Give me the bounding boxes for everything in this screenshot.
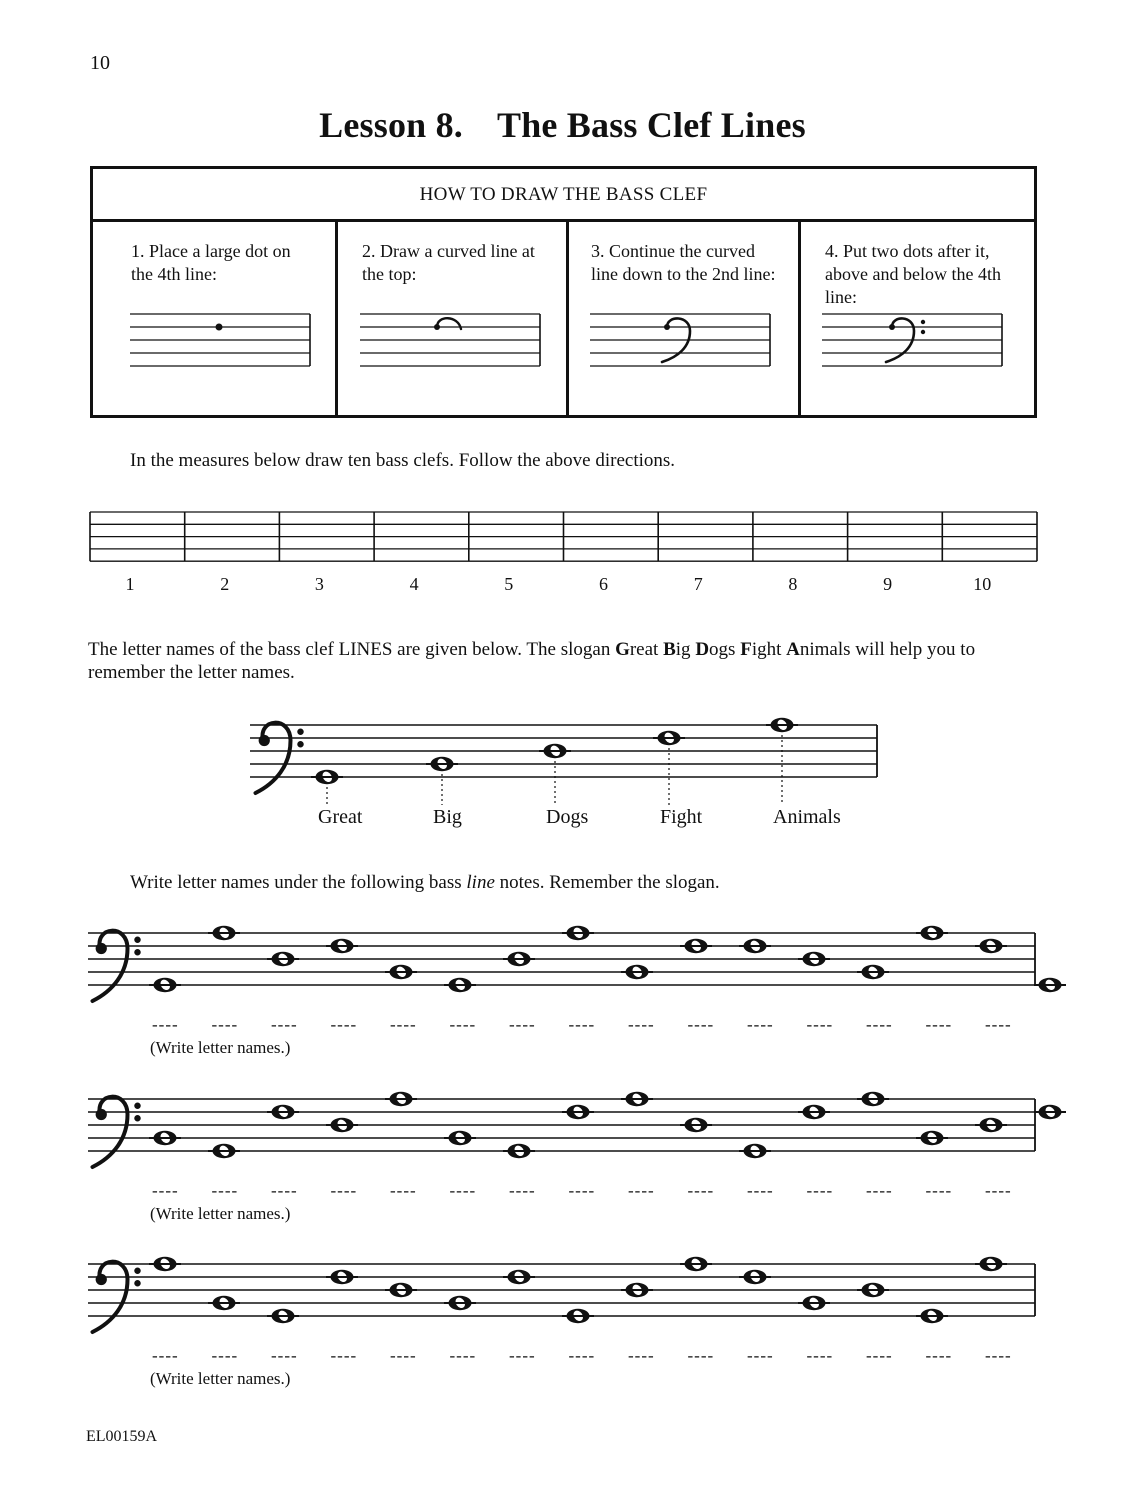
answer-blank[interactable]: ----: [747, 1181, 774, 1200]
answer-blank[interactable]: ----: [628, 1181, 655, 1200]
answer-blank[interactable]: ----: [985, 1181, 1012, 1200]
write-letter-names-note: (Write letter names.): [150, 1369, 291, 1388]
clef-side-dot: [921, 330, 925, 334]
clef-side-dot: [134, 949, 141, 956]
answer-blank[interactable]: ----: [390, 1181, 417, 1200]
write-letter-names-note: (Write letter names.): [150, 1204, 291, 1223]
measure-number: 3: [314, 574, 324, 594]
clef-side-dot: [134, 1115, 141, 1122]
answer-blank[interactable]: ----: [509, 1181, 536, 1200]
answer-blank[interactable]: ----: [152, 1346, 179, 1365]
clef-side-dot: [134, 937, 141, 944]
measure-number: 5: [504, 574, 514, 594]
measure-number: 8: [788, 574, 798, 594]
answer-blank[interactable]: ----: [985, 1015, 1012, 1034]
answer-blank[interactable]: ----: [211, 1015, 239, 1034]
measure-number: 2: [220, 574, 230, 594]
measure-number: 7: [693, 574, 703, 594]
answer-blank[interactable]: ----: [390, 1015, 417, 1034]
bass-clef-icon: [93, 931, 141, 1001]
answer-blank[interactable]: ----: [509, 1015, 536, 1034]
clef-curve: [256, 723, 291, 793]
answer-blank[interactable]: ----: [806, 1015, 834, 1034]
answer-blank[interactable]: ----: [330, 1181, 358, 1200]
write-letter-names-note: (Write letter names.): [150, 1038, 291, 1057]
clef-side-dot: [134, 1280, 141, 1287]
answer-blank[interactable]: ----: [568, 1346, 596, 1365]
answer-blank[interactable]: ----: [866, 1015, 893, 1034]
exercise2-instruction: Write letter names under the following bass line notes. Remember the slogan.: [130, 872, 720, 893]
answer-blank[interactable]: ----: [687, 1181, 715, 1200]
answer-blank[interactable]: ----: [985, 1346, 1012, 1365]
lesson-number: Lesson 8.: [319, 105, 463, 145]
howto-step-text: 1. Place a large dot on the 4th line:: [131, 241, 291, 284]
bass-clef-icon: [93, 1262, 141, 1332]
answer-blank[interactable]: ----: [687, 1346, 715, 1365]
answer-blank[interactable]: ----: [211, 1181, 239, 1200]
howto-step-text: 2. Draw a curved line at the top:: [362, 241, 535, 284]
answer-blank[interactable]: ----: [568, 1015, 596, 1034]
answer-blank[interactable]: ----: [390, 1346, 417, 1365]
clef-side-dot: [297, 741, 304, 748]
howto-heading: HOW TO DRAW THE BASS CLEF: [93, 169, 1034, 222]
answer-blank[interactable]: ----: [449, 1181, 477, 1200]
measure-number: 6: [599, 574, 608, 594]
answer-blank[interactable]: ----: [330, 1015, 358, 1034]
answer-blank[interactable]: ----: [509, 1346, 536, 1365]
clef-side-dot: [921, 320, 925, 324]
answer-blank[interactable]: ----: [271, 1015, 298, 1034]
lesson-name: The Bass Clef Lines: [497, 105, 806, 145]
answer-blank[interactable]: ----: [449, 1015, 477, 1034]
answer-blank[interactable]: ----: [925, 1015, 953, 1034]
clef-curve: [93, 1097, 128, 1167]
bass-clef-icon: [93, 1097, 141, 1167]
footer-code: EL00159A: [86, 1428, 158, 1445]
clef-side-dot: [134, 1103, 141, 1110]
measure-number: 10: [973, 574, 992, 594]
answer-blank[interactable]: ----: [152, 1181, 179, 1200]
answer-blank[interactable]: ----: [687, 1015, 715, 1034]
answer-blank[interactable]: ----: [866, 1346, 893, 1365]
slogan-word: Fight: [660, 806, 703, 828]
clef-dot: [96, 1274, 107, 1285]
slogan-word: Animals: [773, 806, 841, 828]
bass-clef-icon: [256, 723, 304, 793]
measure-number: 4: [409, 574, 419, 594]
howto-step-text: 3. Continue the curved line down to the 2nd line:: [591, 241, 776, 284]
clef-curve: [93, 1262, 128, 1332]
answer-blank[interactable]: ----: [449, 1346, 477, 1365]
slogan-word: Great: [318, 806, 363, 828]
answer-blank[interactable]: ----: [747, 1346, 774, 1365]
answer-blank[interactable]: ----: [866, 1181, 893, 1200]
slogan-word: Big: [433, 806, 462, 828]
slogan-intro: The letter names of the bass clef LINES are given below. The slogan Great Big Dogs Fight Animals will help you to remember the letter names.: [88, 639, 976, 683]
answer-blank[interactable]: ----: [271, 1346, 298, 1365]
answer-blank[interactable]: ----: [568, 1181, 596, 1200]
answer-blank[interactable]: ----: [211, 1346, 239, 1365]
answer-blank[interactable]: ----: [628, 1346, 655, 1365]
slogan-word: Dogs: [546, 806, 589, 828]
measure-number: 9: [883, 574, 893, 594]
clef-dot: [96, 1109, 107, 1120]
answer-blank[interactable]: ----: [747, 1015, 774, 1034]
clef-dot: [96, 943, 107, 954]
clef-side-dot: [134, 1268, 141, 1275]
exercise1-instruction: In the measures below draw ten bass clefs. Follow the above directions.: [130, 450, 676, 471]
howto-step-text: 4. Put two dots after it, above and below the 4th line:: [825, 241, 1001, 307]
answer-blank[interactable]: ----: [271, 1181, 298, 1200]
answer-blank[interactable]: ----: [925, 1181, 953, 1200]
clef-dot: [216, 324, 223, 331]
page-number: 10: [90, 52, 110, 74]
answer-blank[interactable]: ----: [806, 1181, 834, 1200]
answer-blank[interactable]: ----: [925, 1346, 953, 1365]
answer-blank[interactable]: ----: [330, 1346, 358, 1365]
clef-dot: [259, 735, 270, 746]
clef-curve: [93, 931, 128, 1001]
clef-side-dot: [297, 729, 304, 736]
measure-number: 1: [125, 574, 135, 594]
answer-blank[interactable]: ----: [152, 1015, 179, 1034]
answer-blank[interactable]: ----: [628, 1015, 655, 1034]
answer-blank[interactable]: ----: [806, 1346, 834, 1365]
